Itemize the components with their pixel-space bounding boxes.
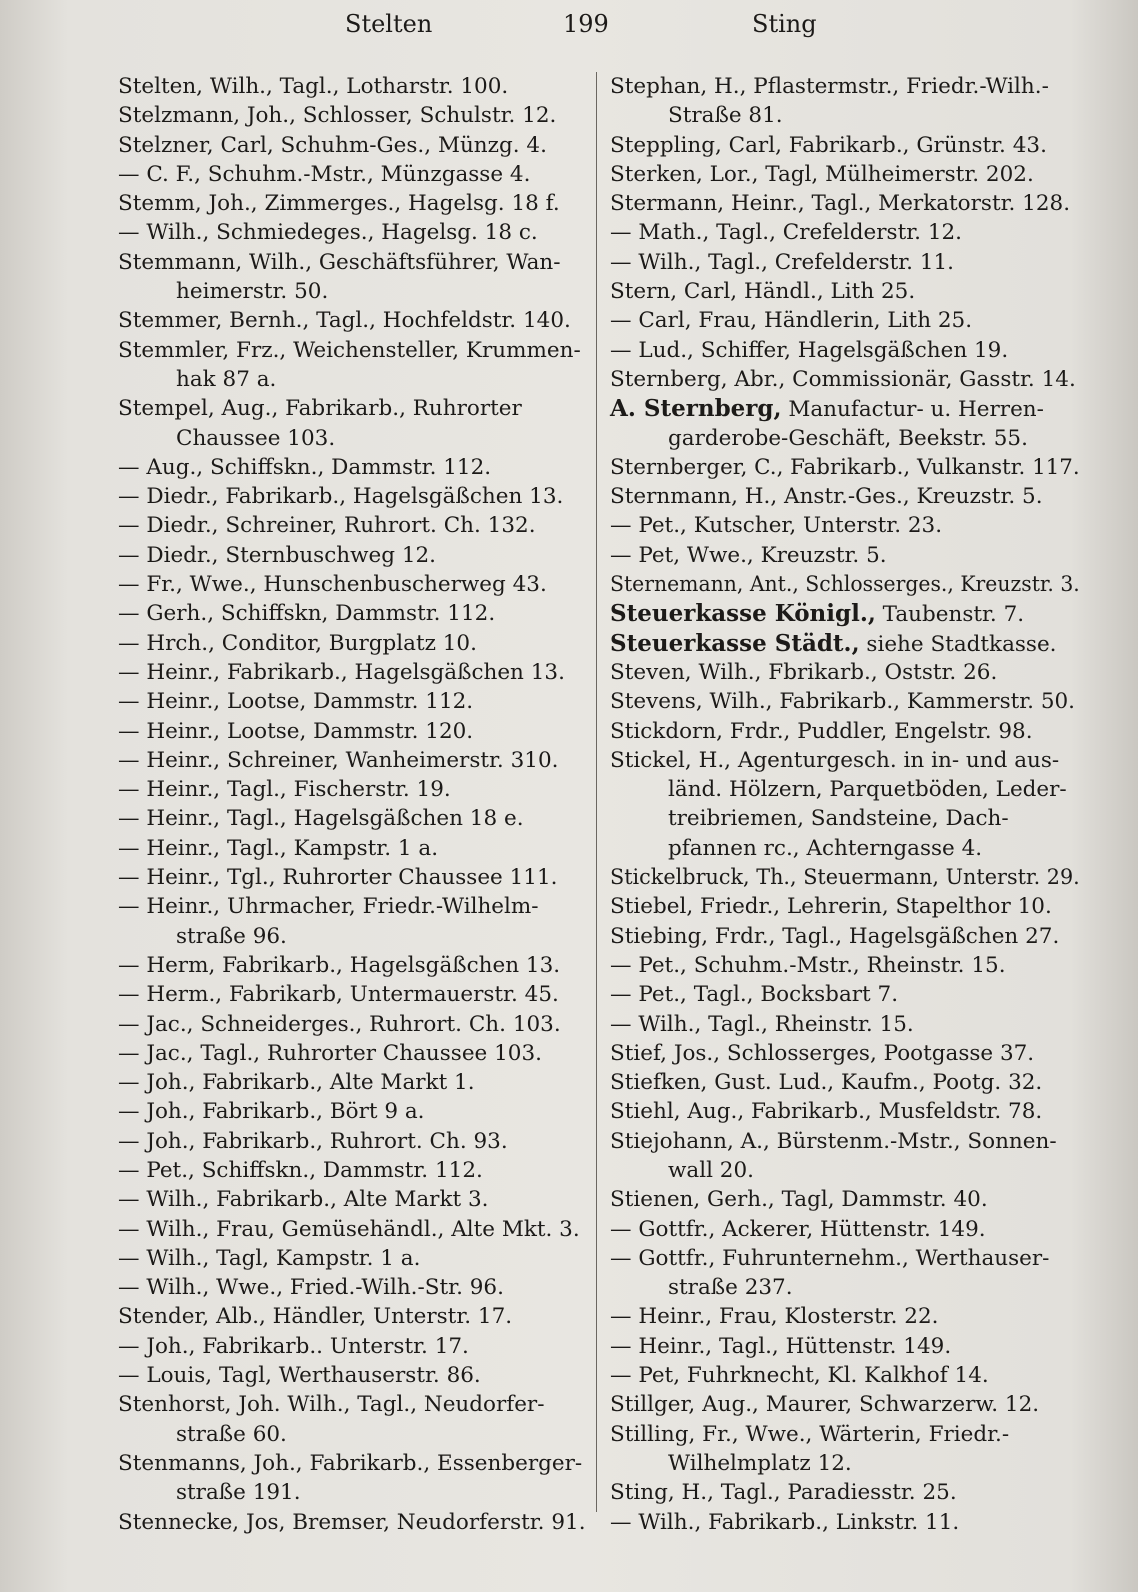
directory-line: — Heinr., Uhrmacher, Friedr.-Wilhelm- [118,894,539,920]
directory-line [610,394,1080,423]
directory-line: — Louis, Tagl, Werthauserstr. 86. [118,1363,481,1389]
entry-text: siehe Stadtkasse. [859,631,1057,657]
directory-line: — Gottfr., Fuhrunternehm., Werthauser- [610,1245,1050,1271]
directory-line: hak 87 a. [176,366,277,392]
directory-line: — Hrch., Conditor, Burgplatz 10. [118,630,477,656]
directory-line: Stemmer, Bernh., Tagl., Hochfeldstr. 140. [118,308,571,334]
directory-line: — Pet, Wwe., Kreuzstr. 5. [610,542,887,568]
directory-line: Stickelbruck, Th., Steuermann, Unterstr. 29. [610,865,1080,891]
right-column [610,72,1080,1537]
directory-line: Stenhorst, Joh. Wilh., Tagl., Neudorfer- [118,1392,545,1418]
header-right-keyword: Sting [752,10,817,38]
directory-line: — Fr., Wwe., Hunschenbuscherweg 43. [118,572,547,598]
directory-line: straße 237. [668,1275,793,1301]
directory-line [610,599,1080,628]
directory-line: Stemm, Joh., Zimmerges., Hagelsg. 18 f. [118,191,560,217]
directory-line: — Wilh., Frau, Gemüsehändl., Alte Mkt. 3. [118,1216,580,1242]
directory-line: treibriemen, Sandsteine, Dach- [668,806,1009,832]
directory-line: Stevens, Wilh., Fabrikarb., Kammerstr. 50. [610,689,1076,715]
directory-line: — Wilh., Schmiedeges., Hagelsg. 18 c. [118,220,538,246]
directory-line: Sterken, Lor., Tagl, Mülheimerstr. 202. [610,161,1034,187]
directory-line: — Aug., Schiffskn., Dammstr. 112. [118,454,492,480]
directory-line: Chaussee 103. [176,425,336,451]
directory-line: — Diedr., Sternbuschweg 12. [118,542,437,568]
directory-line: — Joh., Fabrikarb., Bört 9 a. [118,1099,425,1125]
directory-line: — Pet., Kutscher, Unterstr. 23. [610,513,943,539]
directory-line: — Heinr., Lootse, Dammstr. 112. [118,689,474,715]
entry-text: Manufactur- u. Herren- [781,397,1044,423]
directory-line: länd. Hölzern, Parquetböden, Leder- [668,777,1067,803]
directory-line: Sternberger, C., Fabrikarb., Vulkanstr. 117. [610,454,1080,480]
directory-line: — Math., Tagl., Crefelderstr. 12. [610,220,963,246]
directory-line: — Heinr., Schreiner, Wanheimerstr. 310. [118,747,559,773]
directory-line: garderobe-Geschäft, Beekstr. 55. [668,425,1028,451]
directory-line: — Jac., Schneiderges., Ruhrort. Ch. 103. [118,1011,561,1037]
directory-line: — Lud., Schiffer, Hagelsgäßchen 19. [610,337,1009,363]
directory-line: — Joh., Fabrikarb.. Unterstr. 17. [118,1333,469,1359]
directory-line: Sternberg, Abr., Commissionär, Gasstr. 14. [610,366,1076,392]
left-column [118,72,586,1537]
directory-line: — Gottfr., Ackerer, Hüttenstr. 149. [610,1216,986,1242]
directory-line: Stelzner, Carl, Schuhm-Ges., Münzg. 4. [118,132,547,158]
directory-line: — Joh., Fabrikarb., Ruhrort. Ch. 93. [118,1128,508,1154]
directory-line: Stiebel, Friedr., Lehrerin, Stapelthor 10. [610,894,1052,920]
directory-line: — Joh., Fabrikarb., Alte Markt 1. [118,1070,475,1096]
directory-line: — Pet, Fuhrknecht, Kl. Kalkhof 14. [610,1363,989,1389]
directory-line: Stiehl, Aug., Fabrikarb., Musfeldstr. 78. [610,1099,1043,1125]
directory-line: Stiebing, Frdr., Tagl., Hagelsgäßchen 27. [610,923,1060,949]
directory-line: Wilhelmplatz 12. [668,1450,852,1476]
directory-line: — Wilh., Fabrikarb., Linkstr. 11. [610,1509,960,1535]
directory-line: Stillger, Aug., Maurer, Schwarzerw. 12. [610,1392,1040,1418]
directory-line: Stief, Jos., Schlosserges, Pootgasse 37. [610,1040,1035,1066]
directory-line: — Heinr., Tagl., Fischerstr. 19. [118,777,451,803]
directory-line: — C. F., Schuhm.-Mstr., Münzgasse 4. [118,161,531,187]
directory-line: — Pet., Schiffskn., Dammstr. 112. [118,1157,483,1183]
directory-line: — Wilh., Wwe., Fried.-Wilh.-Str. 96. [118,1275,504,1301]
directory-line: — Heinr., Tagl., Hüttenstr. 149. [610,1333,952,1359]
directory-line: straße 60. [176,1421,287,1447]
page-number: 199 [563,10,609,38]
directory-line: — Heinr., Frau, Klosterstr. 22. [610,1304,939,1330]
directory-line: — Diedr., Schreiner, Ruhrort. Ch. 132. [118,513,536,539]
directory-line: — Heinr., Tgl., Ruhrorter Chaussee 111. [118,865,558,891]
directory-line: Stilling, Fr., Wwe., Wärterin, Friedr.- [610,1421,1010,1447]
directory-line: Stiejohann, A., Bürstenm.-Mstr., Sonnen- [610,1128,1057,1154]
directory-line: — Wilh., Tagl., Rheinstr. 15. [610,1011,914,1037]
directory-line: Stennecke, Jos, Bremser, Neudorferstr. 91. [118,1509,586,1535]
directory-line: — Heinr., Lootse, Dammstr. 120. [118,718,474,744]
directory-line: — Pet., Schuhm.-Mstr., Rheinstr. 15. [610,952,1006,978]
directory-line: Stender, Alb., Händler, Unterstr. 17. [118,1304,513,1330]
directory-line: Sternemann, Ant., Schlosserges., Kreuzstr. 3. [610,572,1080,598]
directory-line: — Carl, Frau, Händlerin, Lith 25. [610,308,973,334]
directory-line: straße 191. [176,1480,301,1506]
directory-line: pfannen rc., Achterngasse 4. [668,835,983,861]
bold-firm-name: Steuerkasse Königl., [610,600,876,628]
directory-line: Straße 81. [668,103,783,129]
directory-line: Stenmanns, Joh., Fabrikarb., Essenberger- [118,1450,583,1476]
directory-line: — Wilh., Fabrikarb., Alte Markt 3. [118,1187,489,1213]
page-header [0,6,1138,46]
directory-line: Stickdorn, Frdr., Puddler, Engelstr. 98. [610,718,1033,744]
directory-line: — Pet., Tagl., Bocksbart 7. [610,982,899,1008]
directory-line: Stern, Carl, Händl., Lith 25. [610,279,916,305]
bold-firm-name: A. Sternberg, [610,395,782,423]
directory-line: wall 20. [668,1157,754,1183]
directory-line: heimerstr. 50. [176,279,329,305]
bold-firm-name: Steuerkasse Städt., [610,629,860,657]
directory-line: — Herm, Fabrikarb., Hagelsgäßchen 13. [118,952,561,978]
directory-line: Stephan, H., Pflastermstr., Friedr.-Wilh.- [610,74,1049,99]
directory-line [610,629,1080,658]
directory-line: Stermann, Heinr., Tagl., Merkatorstr. 128. [610,191,1071,217]
directory-line: Stiefken, Gust. Lud., Kaufm., Pootg. 32. [610,1070,1043,1096]
directory-line: Steven, Wilh., Fbrikarb., Oststr. 26. [610,659,998,685]
directory-line: Sting, H., Tagl., Paradiesstr. 25. [610,1480,957,1506]
directory-line: — Wilh., Tagl., Crefelderstr. 11. [610,249,955,275]
directory-line: straße 96. [176,923,287,949]
directory-line: — Heinr., Tagl., Hagelsgäßchen 18 e. [118,806,524,832]
directory-line: Stelzmann, Joh., Schlosser, Schulstr. 12. [118,103,557,129]
directory-line: Stelten, Wilh., Tagl., Lotharstr. 100. [118,74,509,99]
header-left-keyword: Stelten [345,10,433,38]
directory-line: Stempel, Aug., Fabrikarb., Ruhrorter [118,396,522,422]
directory-line: Sternmann, H., Anstr.-Ges., Kreuzstr. 5. [610,484,1043,510]
directory-line: — Herm., Fabrikarb, Untermauerstr. 45. [118,982,559,1008]
column-divider [596,72,597,1512]
directory-line: Steppling, Carl, Fabrikarb., Grünstr. 43. [610,132,1047,158]
directory-line: — Diedr., Fabrikarb., Hagelsgäßchen 13. [118,484,564,510]
directory-line: — Jac., Tagl., Ruhrorter Chaussee 103. [118,1040,542,1066]
directory-line: — Gerh., Schiffskn, Dammstr. 112. [118,601,496,627]
directory-line: Stemmler, Frz., Weichensteller, Krummen- [118,337,581,363]
directory-line: — Wilh., Tagl, Kampstr. 1 a. [118,1245,421,1271]
directory-line: Stemmann, Wilh., Geschäftsführer, Wan- [118,249,561,275]
directory-line: Stickel, H., Agenturgesch. in in- und aus- [610,747,1060,773]
directory-line: Stienen, Gerh., Tagl, Dammstr. 40. [610,1187,988,1213]
directory-line: — Heinr., Tagl., Kampstr. 1 a. [118,835,439,861]
entry-text: Taubenstr. 7. [875,602,1025,628]
directory-line: — Heinr., Fabrikarb., Hagelsgäßchen 13. [118,659,565,685]
